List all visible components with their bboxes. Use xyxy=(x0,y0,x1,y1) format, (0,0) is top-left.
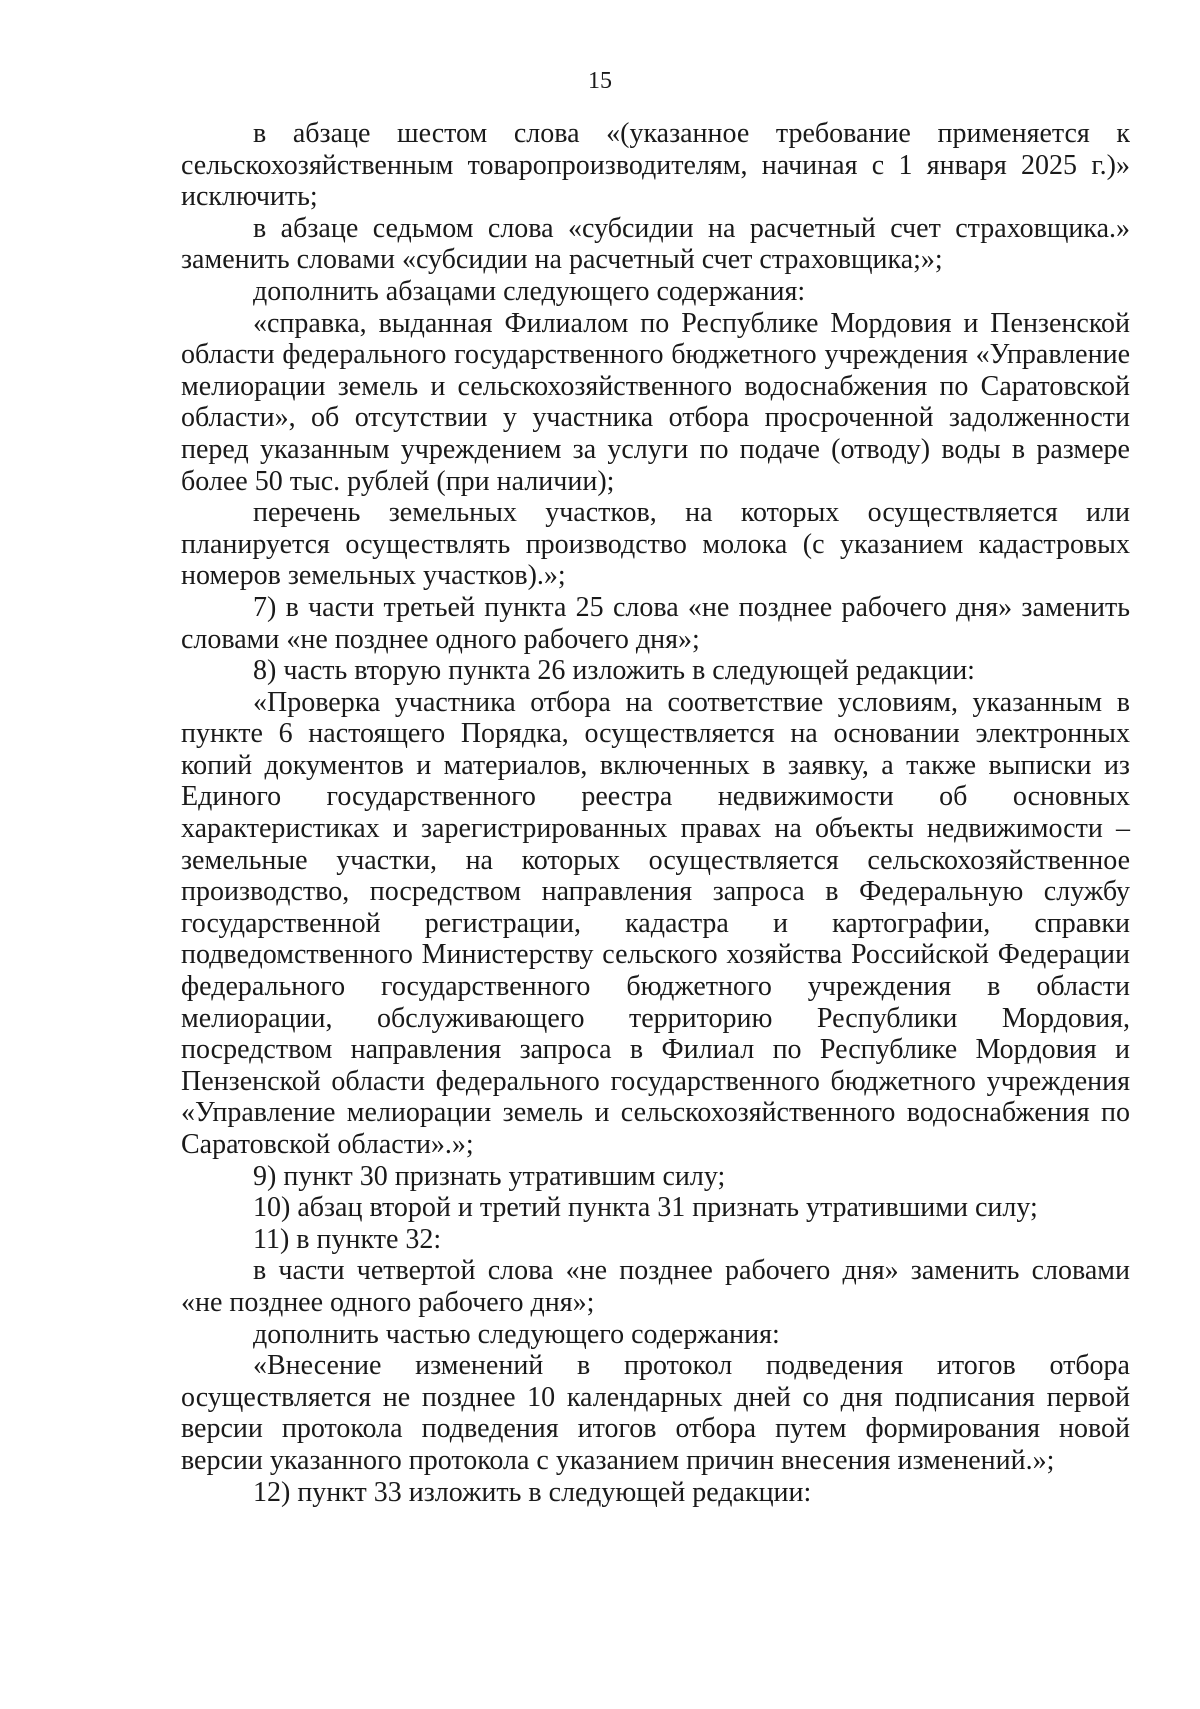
paragraph: в абзаце седьмом слова «субсидии на расчетный счет страховщика.» заменить словами «субсидии на расчетный счет страховщика;»; xyxy=(181,212,1130,276)
page-number: 15 xyxy=(588,68,612,94)
paragraph: «Внесение изменений в протокол подведения итогов отбора осуществляется не позднее 10 календарных дней со дня подписания первой версии протокола подведения итогов отбора путем формирования новой версии указанного протокола с указанием причин внесения изменений.»; xyxy=(181,1350,1130,1476)
paragraph: дополнить частью следующего содержания: xyxy=(253,1318,780,1350)
paragraph: «Проверка участника отбора на соответствие условиям, указанным в пункте 6 настоящего Порядка, осуществляется на основании электронных копий документов и материалов, включенных в заявку, а также выписки из Единого государственного реестра недвижимости об основных характеристиках и зарегистрированных правах на объекты недвижимости – земельные участки, на которых осуществляется сельскохозяйственное производство, посредством направления запроса в Федеральную службу государственной регистрации, кадастра и картографии, справки подведомственного Министерству сельского хозяйства Российской Федерации федерального государственного бюджетного учреждения в области мелиорации, обслуживающего территорию Республики Мордовия, посредством направления запроса в Филиал по Республике Мордовия и Пензенской области федерального государственного бюджетного учреждения «Управление мелиорации земель и сельскохозяйственного водоснабжения по Саратовской области».»; xyxy=(181,686,1130,1160)
paragraph: в части четвертой слова «не позднее рабочего дня» заменить словами «не позднее одного рабочего дня»; xyxy=(181,1255,1130,1318)
paragraph: 11) в пункте 32: xyxy=(253,1223,442,1255)
paragraph: 12) пункт 33 изложить в следующей редакции: xyxy=(253,1476,812,1508)
paragraph: перечень земельных участков, на которых осуществляется или планируется осуществлять производство молока (с указанием кадастровых номеров земельных участков).»; xyxy=(181,497,1130,592)
paragraph: «справка, выданная Филиалом по Республике Мордовия и Пензенской области федерального государственного бюджетного учреждения «Управление мелиорации земель и сельскохозяйственного водоснабжения по Саратовской области», об отсутствии у участника отбора просроченной задолженности перед указанным учреждением за услуги по подаче (отводу) воды в размере более 50 тыс. рублей (при наличии); xyxy=(181,307,1130,497)
document-body xyxy=(181,118,1130,1508)
paragraph: 8) часть вторую пункта 26 изложить в следующей редакции: xyxy=(253,655,975,687)
paragraph: 9) пункт 30 признать утратившим силу; xyxy=(253,1160,726,1192)
paragraph: в абзаце шестом слова «(указанное требование применяется к сельскохозяйственным товаропроизводителям, начиная с 1 января 2025 г.)» исключить; xyxy=(181,118,1130,213)
paragraph: 7) в части третьей пункта 25 слова «не позднее рабочего дня» заменить словами «не позднее одного рабочего дня»; xyxy=(181,591,1130,655)
paragraph: 10) абзац второй и третий пункта 31 признать утратившими силу; xyxy=(253,1192,1038,1224)
paragraph: дополнить абзацами следующего содержания: xyxy=(253,275,806,307)
